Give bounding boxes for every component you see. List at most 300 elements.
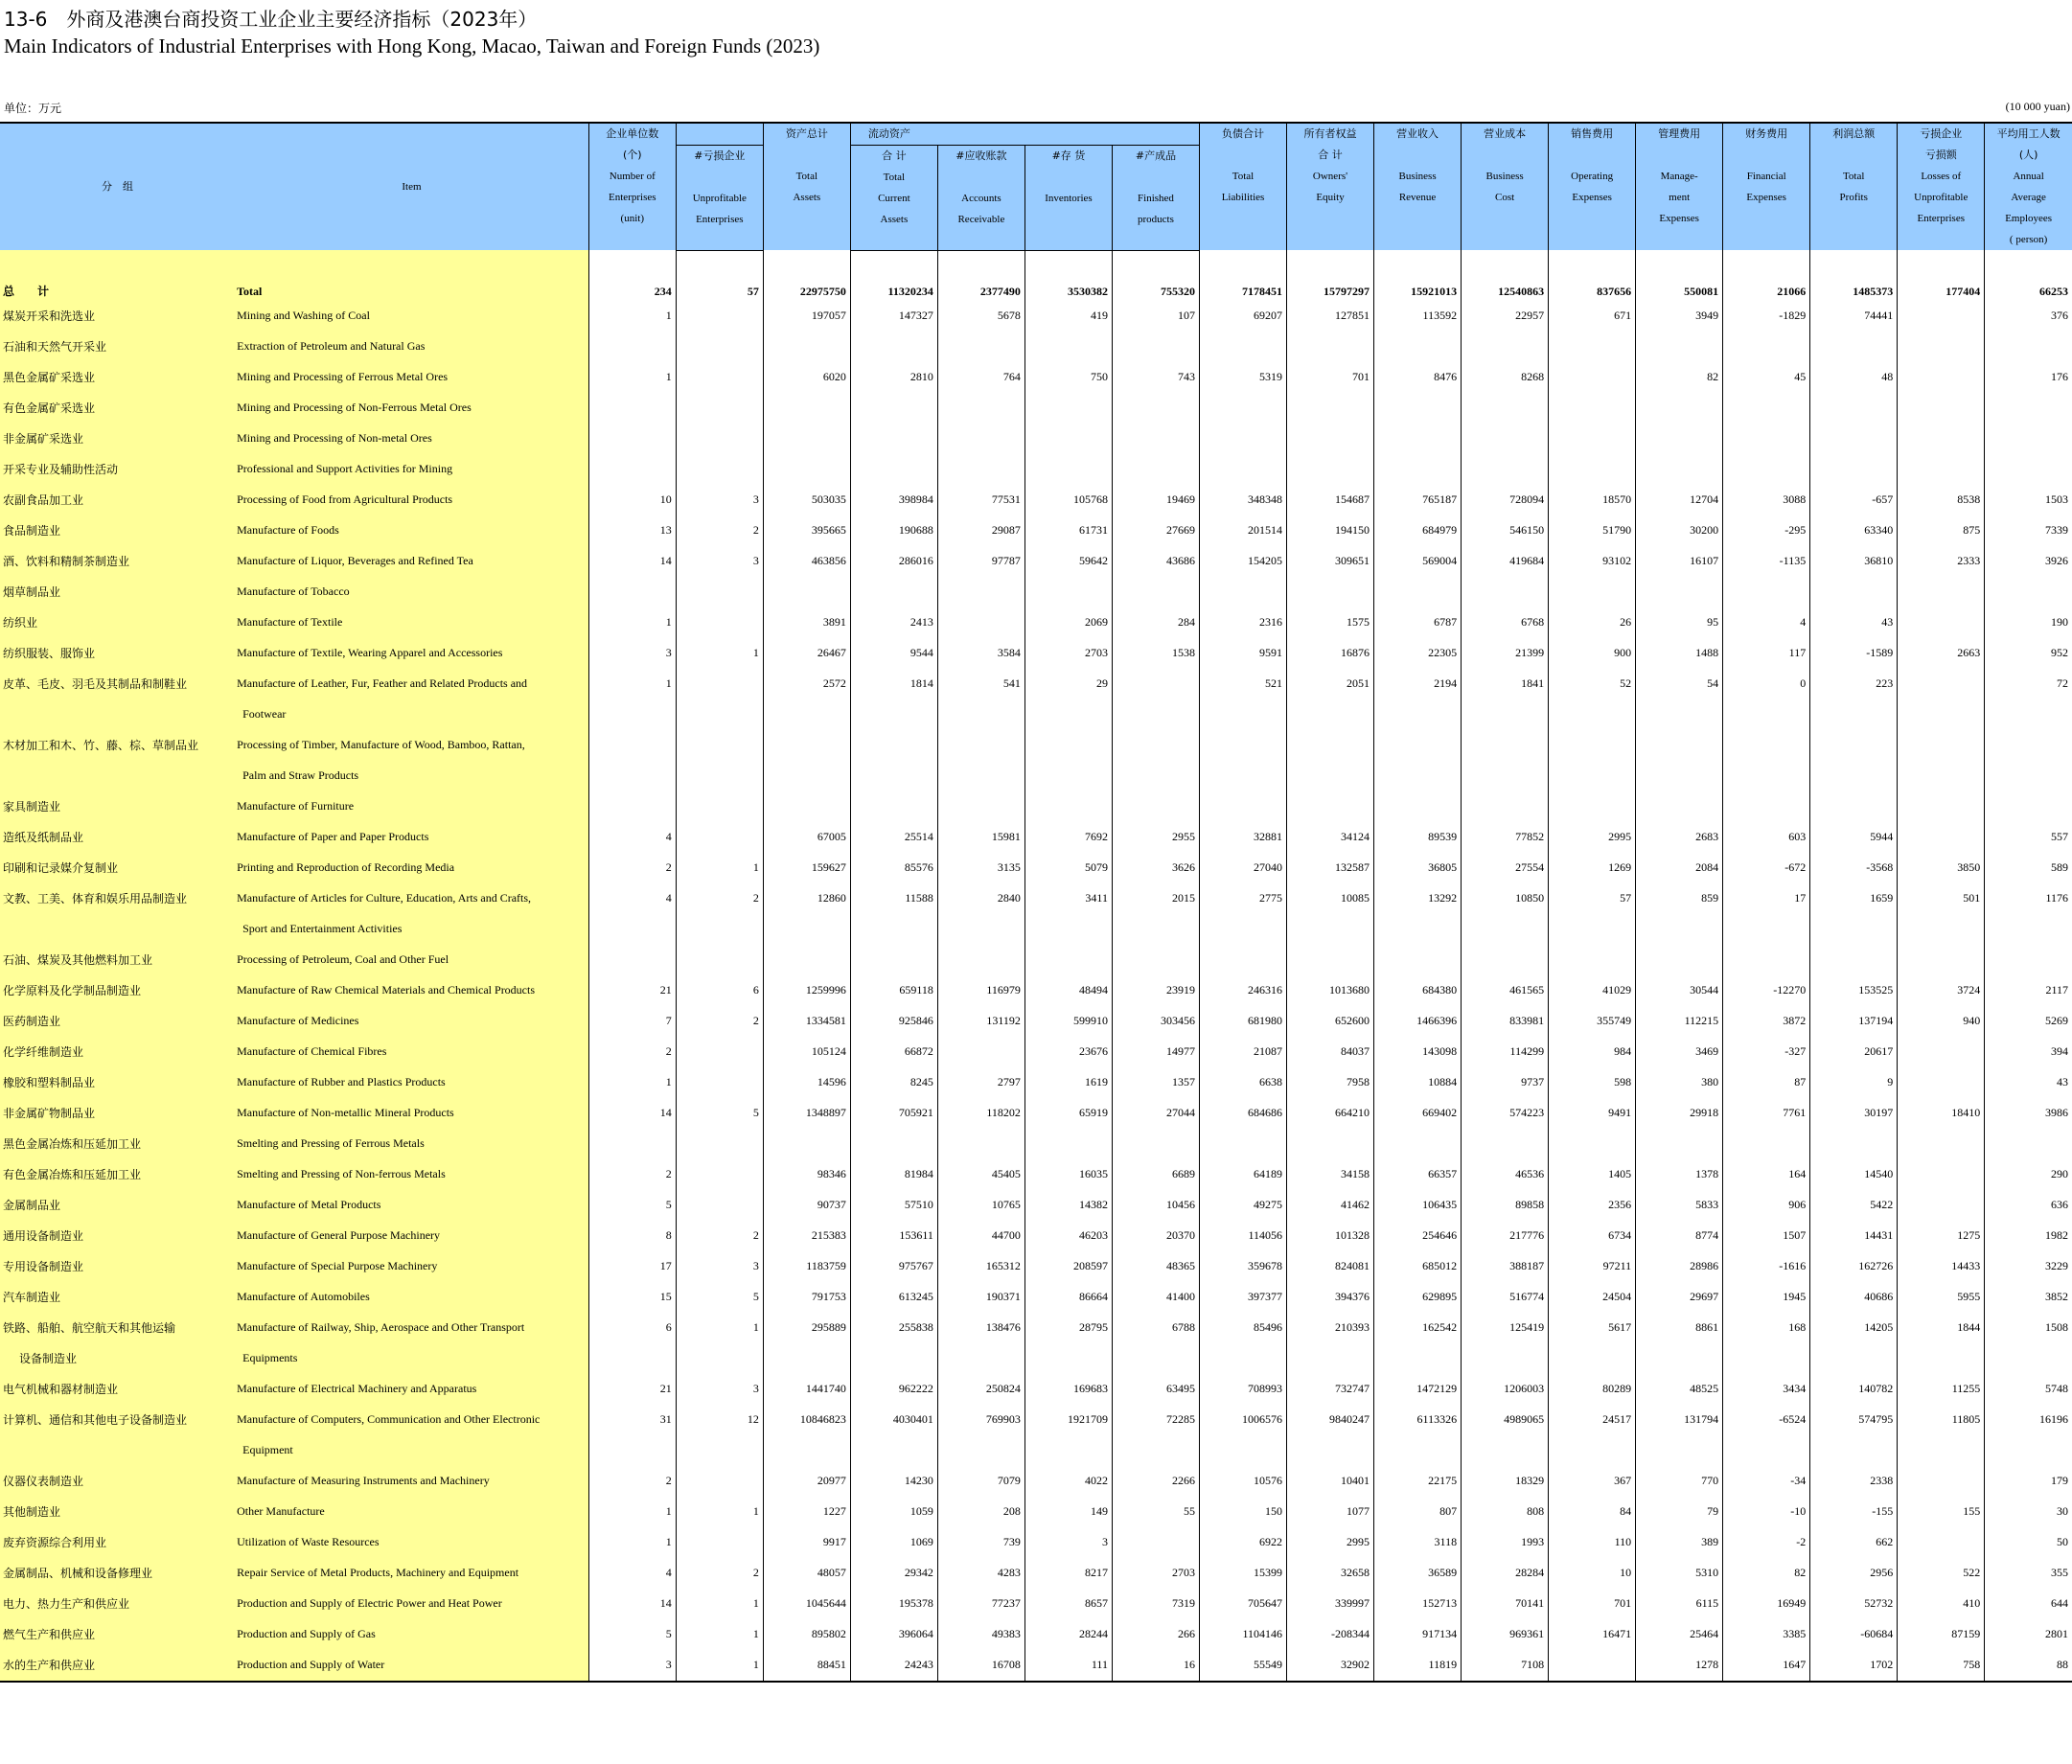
value-cell: 9544 [850, 638, 937, 669]
indicators-table [0, 122, 2072, 1683]
value-cell [1112, 730, 1199, 761]
value-cell: 14 [588, 1589, 676, 1619]
header-enterprises: 企业单位数 (个) Number of Enterprises (unit) [588, 123, 676, 250]
value-cell [676, 424, 763, 454]
value-cell: 2995 [1549, 822, 1636, 853]
value-cell: 5833 [1636, 1190, 1723, 1221]
value-cell [1549, 454, 1636, 485]
value-cell [1898, 730, 1985, 761]
value-cell: 29342 [850, 1558, 937, 1589]
value-cell: 2 [588, 1037, 676, 1067]
value-cell: 10576 [1199, 1466, 1286, 1497]
value-cell: 2810 [850, 362, 937, 393]
value-cell: 962222 [850, 1374, 937, 1405]
value-cell: 1 [676, 1619, 763, 1650]
value-cell: 88 [1985, 1650, 2072, 1682]
value-cell: 150 [1199, 1497, 1286, 1527]
value-cell [1199, 454, 1286, 485]
value-cell [1549, 730, 1636, 761]
value-cell: 7761 [1723, 1098, 1810, 1129]
value-cell [1287, 1129, 1374, 1159]
value-cell: 394 [1985, 1037, 2072, 1067]
value-cell [676, 393, 763, 424]
value-cell: 2775 [1199, 883, 1286, 914]
value-cell [1898, 791, 1985, 822]
value-cell [1374, 577, 1462, 607]
value-cell: 286016 [850, 546, 937, 577]
value-cell: 24504 [1549, 1282, 1636, 1313]
value-cell [850, 332, 937, 362]
value-cell [937, 454, 1024, 485]
value-cell: -672 [1723, 853, 1810, 883]
value-cell: 22305 [1374, 638, 1462, 669]
value-cell: 5 [588, 1190, 676, 1221]
value-cell: 685012 [1374, 1251, 1462, 1282]
value-cell: 36810 [1810, 546, 1898, 577]
value-cell: 25514 [850, 822, 937, 853]
table-row [0, 332, 2072, 362]
item-name-en: Manufacture of Textile, Wearing Apparel and Accessories [235, 638, 588, 669]
value-cell: 2084 [1636, 853, 1723, 883]
value-cell: 833981 [1462, 1006, 1549, 1037]
value-cell [1810, 454, 1898, 485]
value-cell [1462, 393, 1549, 424]
table-row-continuation [0, 699, 2072, 730]
item-name-en: Manufacture of Raw Chemical Materials and Chemical Products [235, 975, 588, 1006]
group-name-cn: 废弃资源综合利用业 [0, 1527, 235, 1558]
value-cell: 107 [1112, 301, 1199, 332]
value-cell [588, 791, 676, 822]
value-cell: 49383 [937, 1619, 1024, 1650]
group-name-cn: 燃气生产和供应业 [0, 1619, 235, 1650]
table-row [0, 1313, 2072, 1343]
value-cell [1898, 1067, 1985, 1098]
value-cell: 6787 [1374, 607, 1462, 638]
value-cell: 116979 [937, 975, 1024, 1006]
value-cell: 1348897 [763, 1098, 850, 1129]
value-cell: 355749 [1549, 1006, 1636, 1037]
value-cell [1898, 822, 1985, 853]
value-cell [1199, 1435, 1286, 1466]
value-cell [1636, 791, 1723, 822]
value-cell [588, 1343, 676, 1374]
item-name-en: Equipments [235, 1343, 588, 1374]
value-cell [1462, 454, 1549, 485]
value-cell [1636, 454, 1723, 485]
table-row [0, 362, 2072, 393]
value-cell [1024, 393, 1112, 424]
value-cell [1549, 791, 1636, 822]
value-cell [1985, 424, 2072, 454]
value-cell [1112, 1343, 1199, 1374]
value-cell [850, 393, 937, 424]
table-title-english: Main Indicators of Industrial Enterprises with Hong Kong, Macao, Taiwan and Foreign Funds (2023) [4, 34, 820, 57]
value-cell: 1269 [1549, 853, 1636, 883]
value-cell: 48365 [1112, 1251, 1199, 1282]
value-cell: 190688 [850, 515, 937, 546]
value-cell [1636, 914, 1723, 945]
value-cell [1549, 424, 1636, 454]
value-cell [1898, 945, 1985, 975]
value-cell: 5955 [1898, 1282, 1985, 1313]
value-cell: 636 [1985, 1190, 2072, 1221]
value-cell: 2703 [1112, 1558, 1199, 1589]
item-name-en: Manufacture of Tobacco [235, 577, 588, 607]
item-name-en: Manufacture of Rubber and Plastics Products [235, 1067, 588, 1098]
value-cell: 1 [676, 853, 763, 883]
value-cell: 4989065 [1462, 1405, 1549, 1435]
value-cell: -1589 [1810, 638, 1898, 669]
group-name-cn: 木材加工和木、竹、藤、棕、草制品业 [0, 730, 235, 761]
value-cell: 6113326 [1374, 1405, 1462, 1435]
group-name-cn: 水的生产和供应业 [0, 1650, 235, 1682]
value-cell: 106435 [1374, 1190, 1462, 1221]
value-cell [1985, 730, 2072, 761]
value-cell: 3 [588, 1650, 676, 1682]
item-name-en: Mining and Washing of Coal [235, 301, 588, 332]
item-name-en: Mining and Processing of Ferrous Metal Ores [235, 362, 588, 393]
value-cell: 77531 [937, 485, 1024, 515]
table-row [0, 1251, 2072, 1282]
value-cell [1636, 1435, 1723, 1466]
header-finished-products: #产成品 Finished products [1112, 146, 1199, 251]
value-cell [1636, 945, 1723, 975]
value-cell [1549, 945, 1636, 975]
header-operating-expenses: 销售费用 Operating Expenses [1549, 123, 1636, 250]
value-cell: 55 [1112, 1497, 1199, 1527]
value-cell: 5 [676, 1282, 763, 1313]
value-cell [588, 424, 676, 454]
group-name-cn: 纺织服装、服饰业 [0, 638, 235, 669]
value-cell: 55549 [1199, 1650, 1286, 1682]
value-cell: 14977 [1112, 1037, 1199, 1067]
value-cell: 8476 [1374, 362, 1462, 393]
value-cell: 1659 [1810, 883, 1898, 914]
value-cell: 2797 [937, 1067, 1024, 1098]
value-cell: 12860 [763, 883, 850, 914]
table-row-total [0, 250, 2072, 301]
value-cell: 1 [676, 1313, 763, 1343]
value-cell: 3118 [1374, 1527, 1462, 1558]
value-cell: 195378 [850, 1589, 937, 1619]
table-row [0, 485, 2072, 515]
value-cell: 1472129 [1374, 1374, 1462, 1405]
value-cell: 859 [1636, 883, 1723, 914]
value-cell [1636, 332, 1723, 362]
value-cell [1287, 454, 1374, 485]
group-name-cn: 设备制造业 [0, 1343, 235, 1374]
value-cell: 1183759 [763, 1251, 850, 1282]
header-item: Item [235, 123, 588, 250]
value-cell: 67005 [763, 822, 850, 853]
value-cell [1549, 1435, 1636, 1466]
value-cell: 303456 [1112, 1006, 1199, 1037]
value-cell: 14596 [763, 1067, 850, 1098]
table-row [0, 1098, 2072, 1129]
value-cell: 46203 [1024, 1221, 1112, 1251]
item-name-en: Smelting and Pressing of Ferrous Metals [235, 1129, 588, 1159]
group-name-cn: 非金属矿物制品业 [0, 1098, 235, 1129]
value-cell: 140782 [1810, 1374, 1898, 1405]
value-cell: 16949 [1723, 1589, 1810, 1619]
value-cell: 7319 [1112, 1589, 1199, 1619]
value-cell: 5269 [1985, 1006, 2072, 1037]
value-cell [1024, 730, 1112, 761]
value-cell [588, 454, 676, 485]
value-cell: 81984 [850, 1159, 937, 1190]
value-cell: 6768 [1462, 607, 1549, 638]
group-name-cn: 石油、煤炭及其他燃料加工业 [0, 945, 235, 975]
table-row [0, 577, 2072, 607]
value-cell: 3891 [763, 607, 850, 638]
value-cell: 21399 [1462, 638, 1549, 669]
value-cell: 1357 [1112, 1067, 1199, 1098]
value-cell: 77237 [937, 1589, 1024, 1619]
value-cell: 3872 [1723, 1006, 1810, 1037]
value-cell: 29918 [1636, 1098, 1723, 1129]
value-cell: 339997 [1287, 1589, 1374, 1619]
value-cell [1374, 1435, 1462, 1466]
value-cell: 3135 [937, 853, 1024, 883]
value-cell: 54 [1636, 669, 1723, 699]
value-cell: 82 [1636, 362, 1723, 393]
value-cell: 22175 [1374, 1466, 1462, 1497]
table-header [0, 123, 2072, 250]
value-cell: 2663 [1898, 638, 1985, 669]
value-cell [937, 393, 1024, 424]
table-row [0, 1374, 2072, 1405]
value-cell [763, 761, 850, 791]
value-cell: 574795 [1810, 1405, 1898, 1435]
value-cell: 1104146 [1199, 1619, 1286, 1650]
unit-label-chinese: 单位：万元 [4, 102, 62, 115]
value-cell: 45 [1723, 362, 1810, 393]
group-name-cn: 烟草制品业 [0, 577, 235, 607]
value-cell: 8538 [1898, 485, 1985, 515]
value-cell [1112, 1527, 1199, 1558]
value-cell [1723, 1343, 1810, 1374]
value-cell: 15399 [1199, 1558, 1286, 1589]
value-cell: 48525 [1636, 1374, 1723, 1405]
value-cell: 7 [588, 1006, 676, 1037]
value-cell: 629895 [1374, 1282, 1462, 1313]
value-cell: 3 [676, 485, 763, 515]
table-row [0, 1527, 2072, 1558]
value-cell: 190 [1985, 607, 2072, 638]
header-current-assets-group: 流动资产 [850, 123, 1199, 146]
value-cell: 26 [1549, 607, 1636, 638]
value-cell [1374, 1129, 1462, 1159]
item-name-en: Professional and Support Activities for Mining [235, 454, 588, 485]
value-cell: 5 [588, 1619, 676, 1650]
value-cell [937, 1037, 1024, 1067]
value-cell: 516774 [1462, 1282, 1549, 1313]
value-cell [676, 301, 763, 332]
value-cell: 17 [588, 1251, 676, 1282]
table-row [0, 638, 2072, 669]
value-cell: 8657 [1024, 1589, 1112, 1619]
header-employees: 平均用工人数 (人) Annual Average Employees ( person) [1985, 123, 2072, 250]
value-cell [676, 822, 763, 853]
unit-label-english: (10 000 yuan) [2005, 100, 2070, 113]
value-cell [850, 761, 937, 791]
value-cell: 671 [1549, 301, 1636, 332]
value-cell: 66253 [1985, 250, 2072, 301]
value-cell [1723, 424, 1810, 454]
value-cell [1636, 577, 1723, 607]
value-cell: 5310 [1636, 1558, 1723, 1589]
value-cell: 84037 [1287, 1037, 1374, 1067]
value-cell: 125419 [1462, 1313, 1549, 1343]
value-cell [1462, 424, 1549, 454]
item-name-en: Utilization of Waste Resources [235, 1527, 588, 1558]
value-cell: 11805 [1898, 1405, 1985, 1435]
item-name-en: Manufacture of General Purpose Machinery [235, 1221, 588, 1251]
value-cell [1898, 1466, 1985, 1497]
value-cell: 159627 [763, 853, 850, 883]
value-cell: 86664 [1024, 1282, 1112, 1313]
item-name-en: Manufacture of Chemical Fibres [235, 1037, 588, 1067]
value-cell: 681980 [1199, 1006, 1286, 1037]
value-cell: 770 [1636, 1466, 1723, 1497]
group-name-cn: 农副食品加工业 [0, 485, 235, 515]
value-cell: 1485373 [1810, 250, 1898, 301]
value-cell [1112, 393, 1199, 424]
value-cell: 2801 [1985, 1619, 2072, 1650]
value-cell [1723, 945, 1810, 975]
item-name-en: Manufacture of Paper and Paper Products [235, 822, 588, 853]
value-cell: 791753 [763, 1282, 850, 1313]
value-cell: 3411 [1024, 883, 1112, 914]
value-cell [1287, 577, 1374, 607]
value-cell [1024, 1129, 1112, 1159]
value-cell: 10850 [1462, 883, 1549, 914]
value-cell: 57510 [850, 1190, 937, 1221]
value-cell [1810, 1129, 1898, 1159]
item-name-en: Manufacture of Metal Products [235, 1190, 588, 1221]
group-name-cn: 金属制品、机械和设备修理业 [0, 1558, 235, 1589]
table-row [0, 1006, 2072, 1037]
value-cell: 9737 [1462, 1067, 1549, 1098]
value-cell: 143098 [1374, 1037, 1462, 1067]
value-cell: 4 [588, 883, 676, 914]
value-cell: -2 [1723, 1527, 1810, 1558]
value-cell: 1059 [850, 1497, 937, 1527]
table-row [0, 669, 2072, 699]
item-name-en: Processing of Petroleum, Coal and Other Fuel [235, 945, 588, 975]
value-cell: 138476 [937, 1313, 1024, 1343]
value-cell: 395665 [763, 515, 850, 546]
value-cell [1287, 424, 1374, 454]
value-cell: 30200 [1636, 515, 1723, 546]
value-cell: 1993 [1462, 1527, 1549, 1558]
value-cell [937, 791, 1024, 822]
value-cell: 105124 [763, 1037, 850, 1067]
value-cell [1374, 332, 1462, 362]
value-cell: 10765 [937, 1190, 1024, 1221]
value-cell: 52 [1549, 669, 1636, 699]
value-cell [676, 1037, 763, 1067]
value-cell: 197057 [763, 301, 850, 332]
value-cell: 684380 [1374, 975, 1462, 1006]
value-cell: 20617 [1810, 1037, 1898, 1067]
value-cell: 12704 [1636, 485, 1723, 515]
value-cell [676, 362, 763, 393]
value-cell: 463856 [763, 546, 850, 577]
value-cell: 79 [1636, 1497, 1723, 1527]
item-name-en: Palm and Straw Products [235, 761, 588, 791]
value-cell: 419 [1024, 301, 1112, 332]
value-cell [763, 1435, 850, 1466]
value-cell: 48 [1810, 362, 1898, 393]
value-cell: 137194 [1810, 1006, 1898, 1037]
value-cell: 503035 [763, 485, 850, 515]
value-cell [1199, 393, 1286, 424]
table-row [0, 975, 2072, 1006]
value-cell [676, 1190, 763, 1221]
value-cell [1287, 914, 1374, 945]
value-cell: 45405 [937, 1159, 1024, 1190]
value-cell [588, 332, 676, 362]
value-cell: 295889 [763, 1313, 850, 1343]
value-cell [1024, 914, 1112, 945]
header-business-cost: 营业成本 Business Cost [1462, 123, 1549, 250]
value-cell: 162542 [1374, 1313, 1462, 1343]
value-cell: 16471 [1549, 1619, 1636, 1650]
value-cell: 93102 [1549, 546, 1636, 577]
value-cell: 705921 [850, 1098, 937, 1129]
value-cell [1810, 1343, 1898, 1374]
value-cell: 3 [676, 546, 763, 577]
value-cell [1287, 1435, 1374, 1466]
value-cell [937, 914, 1024, 945]
value-cell: 14431 [1810, 1221, 1898, 1251]
value-cell [1723, 791, 1810, 822]
group-name-cn: 酒、饮料和精制茶制造业 [0, 546, 235, 577]
value-cell: 97211 [1549, 1251, 1636, 1282]
value-cell [1549, 1650, 1636, 1682]
value-cell [676, 1159, 763, 1190]
value-cell: 74441 [1810, 301, 1898, 332]
value-cell: 397377 [1199, 1282, 1286, 1313]
value-cell: 30544 [1636, 975, 1723, 1006]
value-cell [1723, 454, 1810, 485]
value-cell [1374, 1343, 1462, 1374]
value-cell [1112, 424, 1199, 454]
value-cell: 10884 [1374, 1067, 1462, 1098]
value-cell [1024, 332, 1112, 362]
value-cell [1462, 914, 1549, 945]
value-cell [1810, 424, 1898, 454]
group-name-cn: 家具制造业 [0, 791, 235, 822]
value-cell: 127851 [1287, 301, 1374, 332]
value-cell: 118202 [937, 1098, 1024, 1129]
value-cell: 662 [1810, 1527, 1898, 1558]
value-cell [763, 791, 850, 822]
value-cell: 410 [1898, 1589, 1985, 1619]
value-cell [1112, 669, 1199, 699]
value-cell: 153611 [850, 1221, 937, 1251]
value-cell: 11819 [1374, 1650, 1462, 1682]
value-cell: 728094 [1462, 485, 1549, 515]
value-cell: 2 [588, 1466, 676, 1497]
value-cell: 131794 [1636, 1405, 1723, 1435]
value-cell: 652600 [1287, 1006, 1374, 1037]
value-cell: 29087 [937, 515, 1024, 546]
value-cell: 95 [1636, 607, 1723, 638]
value-cell [850, 454, 937, 485]
value-cell: 739 [937, 1527, 1024, 1558]
